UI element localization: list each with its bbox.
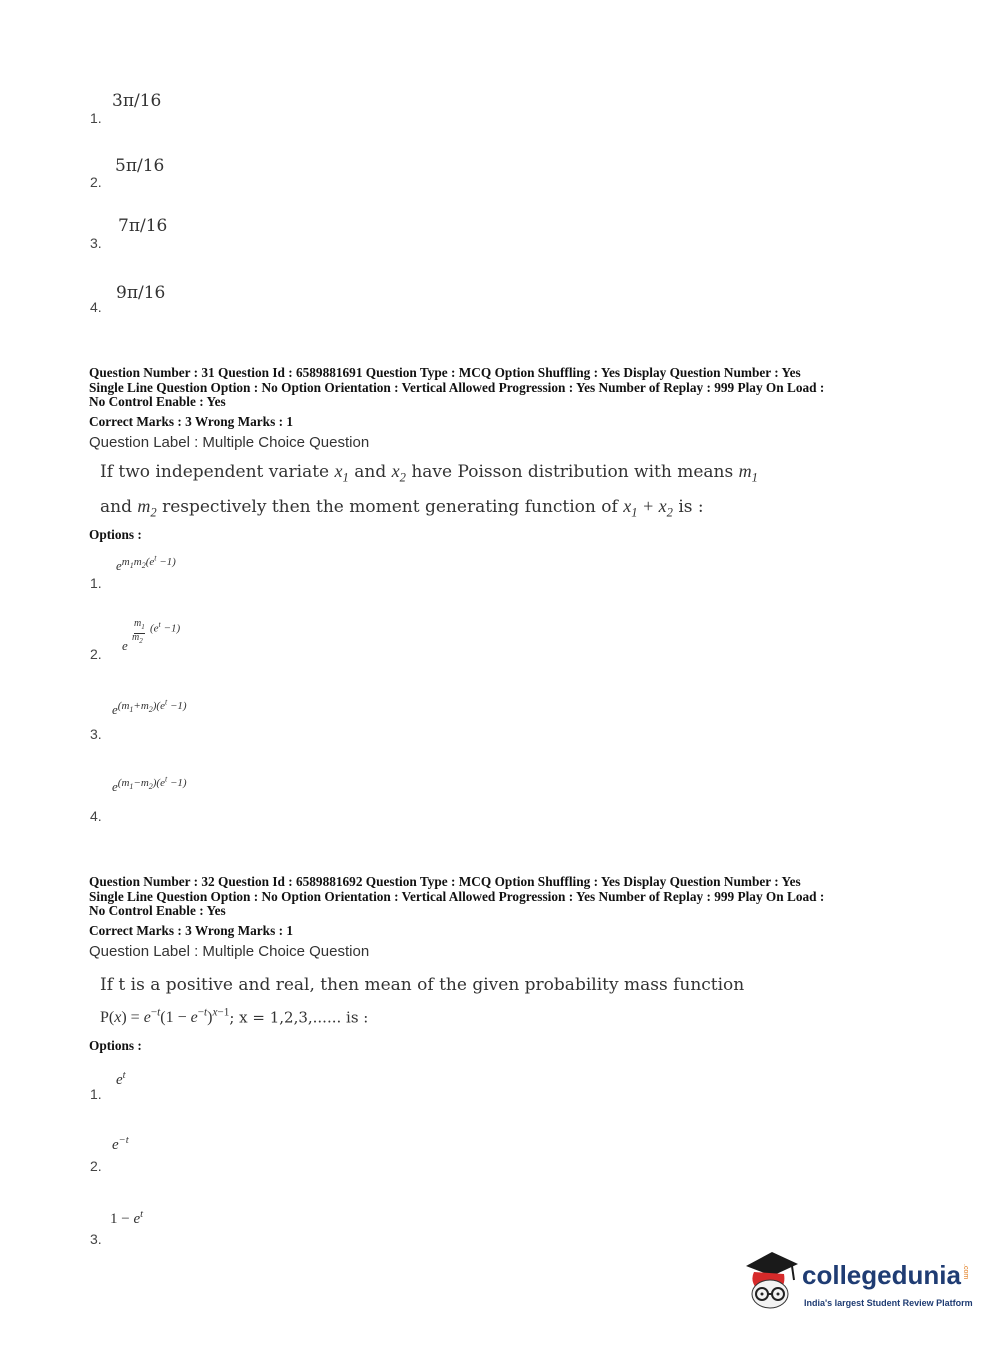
- question-meta: [89, 875, 824, 919]
- meta-line: Single Line Question Option : No Option Orientation : Vertical Allowed Progression : Yes Number of Replay : 999 Play On Load :: [89, 379, 825, 395]
- option-number: 4.: [90, 299, 102, 315]
- math-x1: $x_1$: [334, 461, 349, 485]
- text-part: If two independent variate: [100, 462, 330, 482]
- question-label: Question Label : Multiple Choice Question: [89, 943, 370, 960]
- logo-dotcom: .com: [962, 1264, 969, 1280]
- option-number: 3.: [90, 726, 102, 742]
- question-label: Question Label : Multiple Choice Question: [89, 434, 370, 451]
- option-number: 1.: [90, 575, 102, 591]
- option-expression: $e^t$: [116, 1070, 126, 1088]
- option-number: 3.: [90, 235, 102, 251]
- option-expression: $e^{(m_1-m_2)(e^t -1)}$: [112, 774, 187, 794]
- question-text: [100, 457, 758, 526]
- marks: Correct Marks : 3 Wrong Marks : 1: [89, 923, 293, 938]
- math-x2: $x_2$: [391, 461, 406, 485]
- option-value: 7π/16: [118, 216, 168, 236]
- text-part: ; x = 1,2,3,...... is :: [229, 1008, 369, 1027]
- option-expression: $e^{-t}$: [112, 1135, 129, 1153]
- option-expression: $e^{m_1m_2(e^t -1)}$: [116, 553, 176, 573]
- option-number: 2.: [90, 646, 102, 662]
- text-part: and: [354, 462, 387, 482]
- text-part: and: [100, 496, 132, 517]
- math-pmf: $P(x) = e^{-t}(1 - e^{-t})^{x-1}$: [100, 1007, 230, 1027]
- logo-tagline: India's largest Student Review Platform: [804, 1298, 973, 1308]
- option-number: 3.: [90, 1231, 102, 1247]
- math-m2: $m_2$: [137, 495, 157, 520]
- marks: Correct Marks : 3 Wrong Marks : 1: [89, 414, 293, 429]
- meta-line: Question Number : 32 Question Id : 6589881692 Question Type : MCQ Option Shuffling : Yes Display Question Number : Yes: [89, 874, 801, 889]
- meta-line: Single Line Question Option : No Option Orientation : Vertical Allowed Progression : Yes Number of Replay : 999 Play On Load :: [89, 888, 825, 904]
- logo-name: collegedunia: [802, 1260, 961, 1290]
- text-part: is :: [678, 496, 704, 517]
- option-number: 2.: [90, 174, 102, 190]
- option-value: 9π/16: [116, 283, 166, 303]
- option-number: 1.: [90, 110, 102, 126]
- option-number: 2.: [90, 1158, 102, 1174]
- option-value: 3π/16: [112, 91, 162, 111]
- question-text: [100, 971, 744, 1032]
- options-heading: Options :: [89, 527, 142, 542]
- text-part: have Poisson distribution with means: [411, 462, 734, 482]
- collegedunia-logo: [742, 1250, 972, 1320]
- text-part: If t is a positive and real, then mean of the given probability mass function: [100, 975, 745, 995]
- meta-line: No Control Enable : Yes: [89, 394, 226, 409]
- mascot-icon: [742, 1250, 800, 1312]
- option-expression: $m_1$ $(e^t -1)$ e $m_2$: [122, 618, 181, 653]
- text-part: respectively then the moment generating function of: [162, 496, 618, 517]
- option-number: 1.: [90, 1086, 102, 1102]
- option-number: 4.: [90, 808, 102, 824]
- question-meta: [89, 366, 824, 410]
- option-expression: $1 - e^t$: [110, 1209, 144, 1227]
- meta-line: No Control Enable : Yes: [89, 903, 226, 918]
- meta-line: Question Number : 31 Question Id : 6589881691 Question Type : MCQ Option Shuffling : Yes Display Question Number : Yes: [89, 365, 801, 380]
- options-heading: Options :: [89, 1038, 142, 1053]
- option-value: 5π/16: [115, 156, 165, 176]
- math-sum: $x_1 + x_2$: [623, 495, 673, 520]
- math-m1: $m_1$: [738, 461, 758, 485]
- option-expression: $e^{(m_1+m_2)(e^t -1)}$: [112, 697, 187, 717]
